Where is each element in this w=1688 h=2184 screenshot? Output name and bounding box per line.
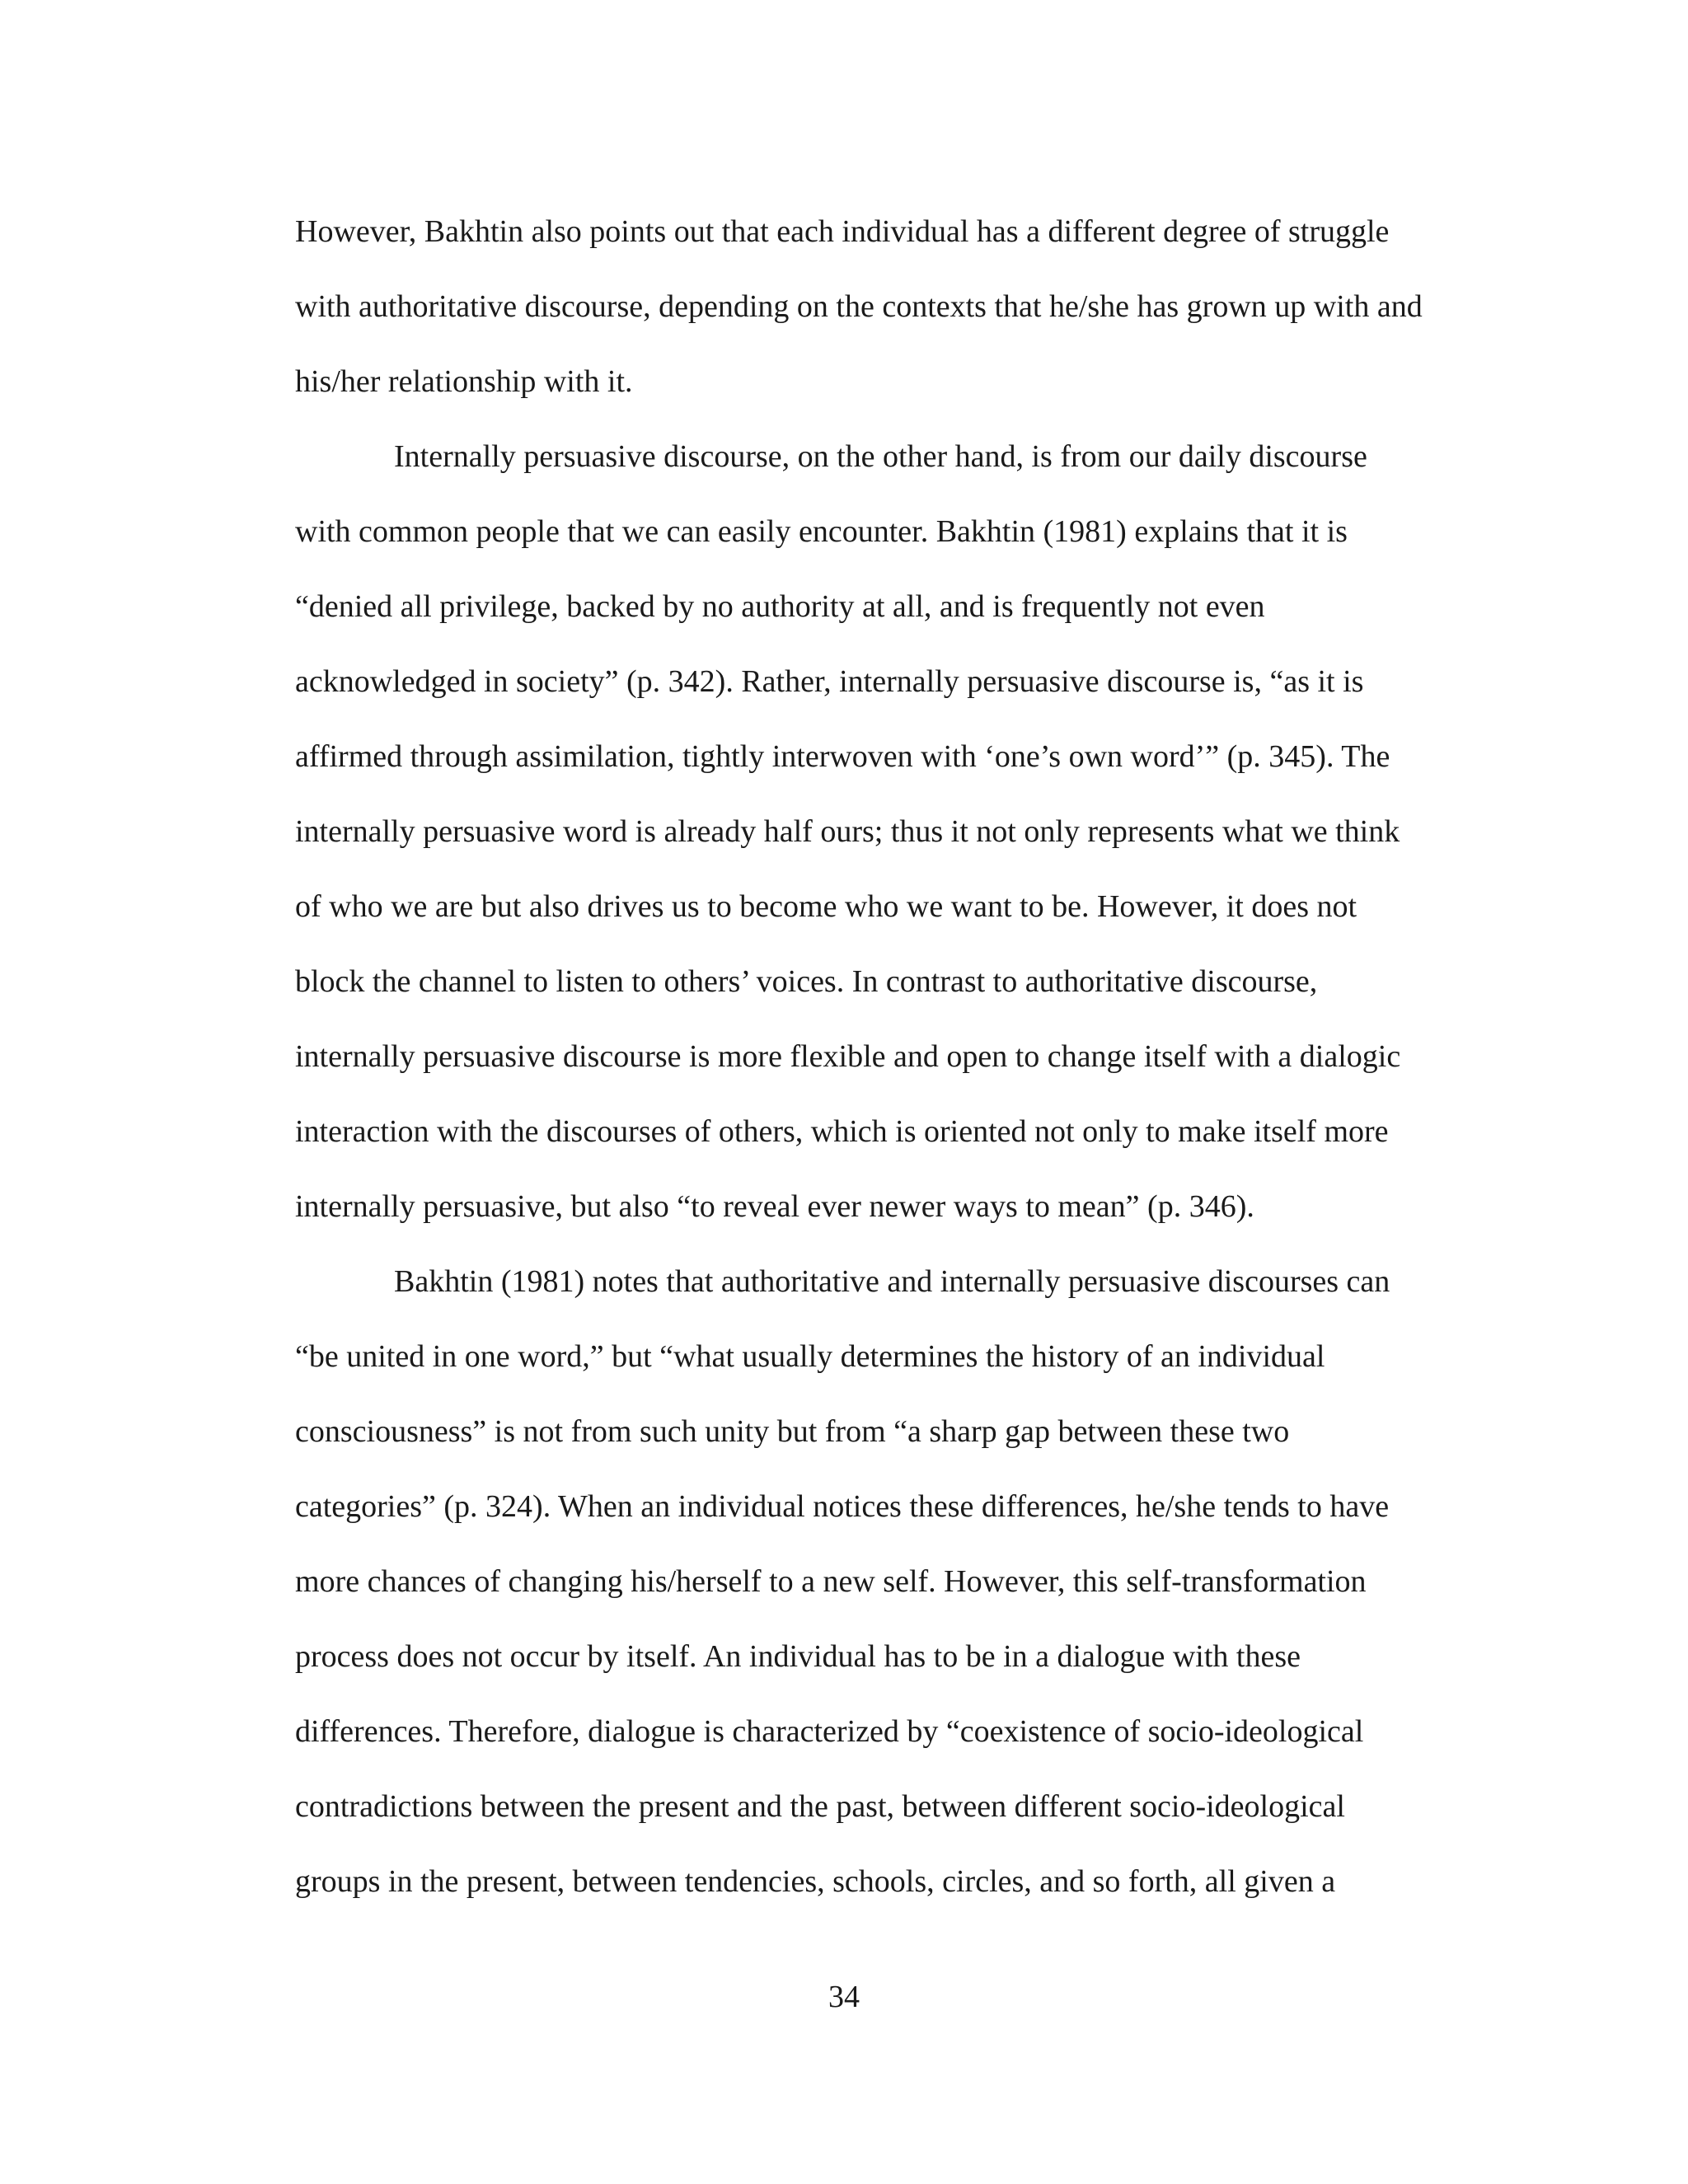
text-line: groups in the present, between tendencies, schools, circles, and so forth, all given a (295, 1864, 1336, 1899)
text-line: affirmed through assimilation, tightly interwoven with ‘one’s own word’” (p. 345). The (295, 739, 1390, 774)
text-line: with authoritative discourse, depending on the contexts that he/she has grown up with and (295, 289, 1423, 324)
text-line: However, Bakhtin also points out that each individual has a different degree of struggle (295, 214, 1390, 249)
page-number: 34 (828, 1980, 860, 2014)
text-line: block the channel to listen to others’ voices. In contrast to authoritative discourse, (295, 964, 1318, 999)
text-line-indented: Bakhtin (1981) notes that authoritative and internally persuasive discourses can (394, 1264, 1390, 1299)
text-line: “denied all privilege, backed by no authority at all, and is frequently not even (295, 589, 1265, 624)
paragraph-2 (295, 419, 1482, 1244)
text-line: process does not occur by itself. An individual has to be in a dialogue with these (295, 1639, 1301, 1674)
text-line: consciousness” is not from such unity but from “a sharp gap between these two (295, 1414, 1290, 1449)
text-line: his/her relationship with it. (295, 364, 633, 399)
text-line: differences. Therefore, dialogue is characterized by “coexistence of socio-ideological (295, 1714, 1364, 1749)
text-line: internally persuasive, but also “to reveal ever newer ways to mean” (p. 346). (295, 1189, 1254, 1224)
page-body (295, 194, 1482, 1919)
text-line: categories” (p. 324). When an individual notices these differences, he/she tends to have (295, 1489, 1390, 1524)
text-line: interaction with the discourses of others, which is oriented not only to make itself more (295, 1114, 1389, 1149)
paragraph-1 (295, 194, 1482, 419)
paragraph-3 (295, 1244, 1482, 1919)
text-line: with common people that we can easily encounter. Bakhtin (1981) explains that it is (295, 514, 1348, 549)
text-line-indented: Internally persuasive discourse, on the other hand, is from our daily discourse (394, 439, 1367, 474)
text-line: more chances of changing his/herself to a new self. However, this self-transformation (295, 1564, 1367, 1599)
text-line: acknowledged in society” (p. 342). Rather, internally persuasive discourse is, “as it is (295, 664, 1364, 699)
text-line: contradictions between the present and the past, between different socio-ideological (295, 1789, 1345, 1824)
text-line: internally persuasive word is already half ours; thus it not only represents what we think (295, 814, 1400, 849)
text-line: of who we are but also drives us to become who we want to be. However, it does not (295, 889, 1357, 924)
text-line: internally persuasive discourse is more flexible and open to change itself with a dialogic (295, 1039, 1401, 1074)
text-line: “be united in one word,” but “what usually determines the history of an individual (295, 1339, 1325, 1374)
